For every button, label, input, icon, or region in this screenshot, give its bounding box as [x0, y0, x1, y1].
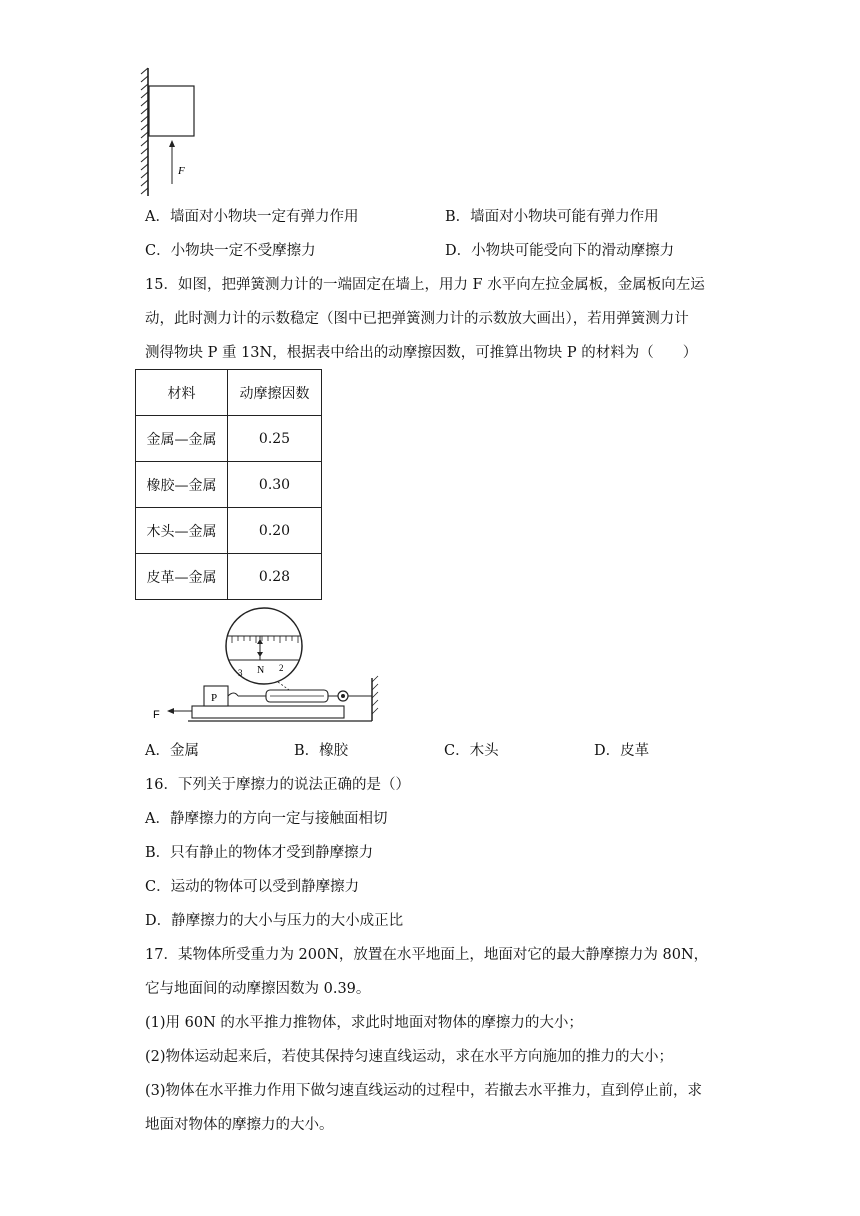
q15-option-d: D．皮革 [594, 743, 650, 759]
table-row [136, 554, 322, 600]
table-cell: 0.25 [228, 416, 322, 462]
q16-option-a: A．静摩擦力的方向一定与接触面相切 [145, 811, 388, 827]
table-cell: 0.28 [228, 554, 322, 600]
small-block [149, 86, 194, 136]
q15-stem-line2: 动，此时测力计的示数稳定（图中已把弹簧测力计的示数放大画出），若用弹簧测力计 [145, 311, 689, 327]
scale-unit: N [257, 665, 265, 676]
table-cell: 橡胶—金属 [136, 462, 228, 508]
table-cell: 0.30 [228, 462, 322, 508]
q14-option-d: D．小物块可能受向下的滑动摩擦力 [445, 243, 675, 259]
table-cell: 0.20 [228, 508, 322, 554]
q17-stem-line2: 它与地面间的动摩擦因数为 0.39。 [145, 981, 371, 997]
q16-stem: 16．下列关于摩擦力的说法正确的是（） [145, 777, 410, 793]
q14-option-c: C．小物块一定不受摩擦力 [145, 243, 316, 259]
q16-option-d: D．静摩擦力的大小与压力的大小成正比 [145, 913, 404, 929]
q17-part3: (3)物体在水平推力作用下做匀速直线运动的过程中，若撤去水平推力，直到停止前，求 [145, 1083, 703, 1099]
q17-part2: (2)物体运动起来后，若使其保持匀速直线运动，求在水平方向施加的推力的大小； [145, 1049, 674, 1065]
q17-part3-cont: 地面对物体的摩擦力的大小。 [145, 1117, 334, 1133]
table-row [136, 416, 322, 462]
block-p-label: P [211, 692, 218, 704]
scale-right-number: 2 [279, 663, 284, 673]
spring-balance-figure [148, 606, 380, 728]
q16-option-b: B．只有静止的物体才受到静摩擦力 [145, 845, 374, 861]
q15-stem-line1: 15．如图，把弹簧测力计的一端固定在墙上，用力 F 水平向左拉金属板，金属板向左运 [145, 277, 705, 293]
q15-option-b: B．橡胶 [294, 743, 349, 759]
q16-option-c: C．运动的物体可以受到静摩擦力 [145, 879, 360, 895]
q17-stem-line1: 17．某物体所受重力为 200N，放置在水平地面上，地面对它的最大静摩擦力为 80N， [145, 947, 709, 963]
q14-option-b: B．墙面对小物块可能有弹力作用 [445, 209, 659, 225]
table-row [136, 508, 322, 554]
table-header-row [136, 370, 322, 416]
table-cell: 皮革—金属 [136, 554, 228, 600]
friction-table [135, 369, 322, 600]
scale-left-number: 3 [238, 668, 243, 678]
table-cell: 木头—金属 [136, 508, 228, 554]
force-f-label: F [153, 709, 160, 721]
force-label: F [178, 165, 185, 177]
q14-option-a: A．墙面对小物块一定有弹力作用 [145, 209, 359, 225]
q17-part1: (1)用 60N 的水平推力推物体，求此时地面对物体的摩擦力的大小； [145, 1015, 583, 1031]
q15-stem-line3: 测得物块 P 重 13N，根据表中给出的动摩擦因数，可推算出物块 P 的材料为（ ） [145, 345, 698, 361]
q15-option-a: A．金属 [145, 743, 199, 759]
metal-plate [192, 706, 344, 718]
wall-block-figure [138, 66, 208, 198]
table-row [136, 462, 322, 508]
q15-option-c: C．木头 [444, 743, 499, 759]
table-header: 动摩擦因数 [228, 370, 322, 416]
table-cell: 金属—金属 [136, 416, 228, 462]
table-header: 材料 [136, 370, 228, 416]
